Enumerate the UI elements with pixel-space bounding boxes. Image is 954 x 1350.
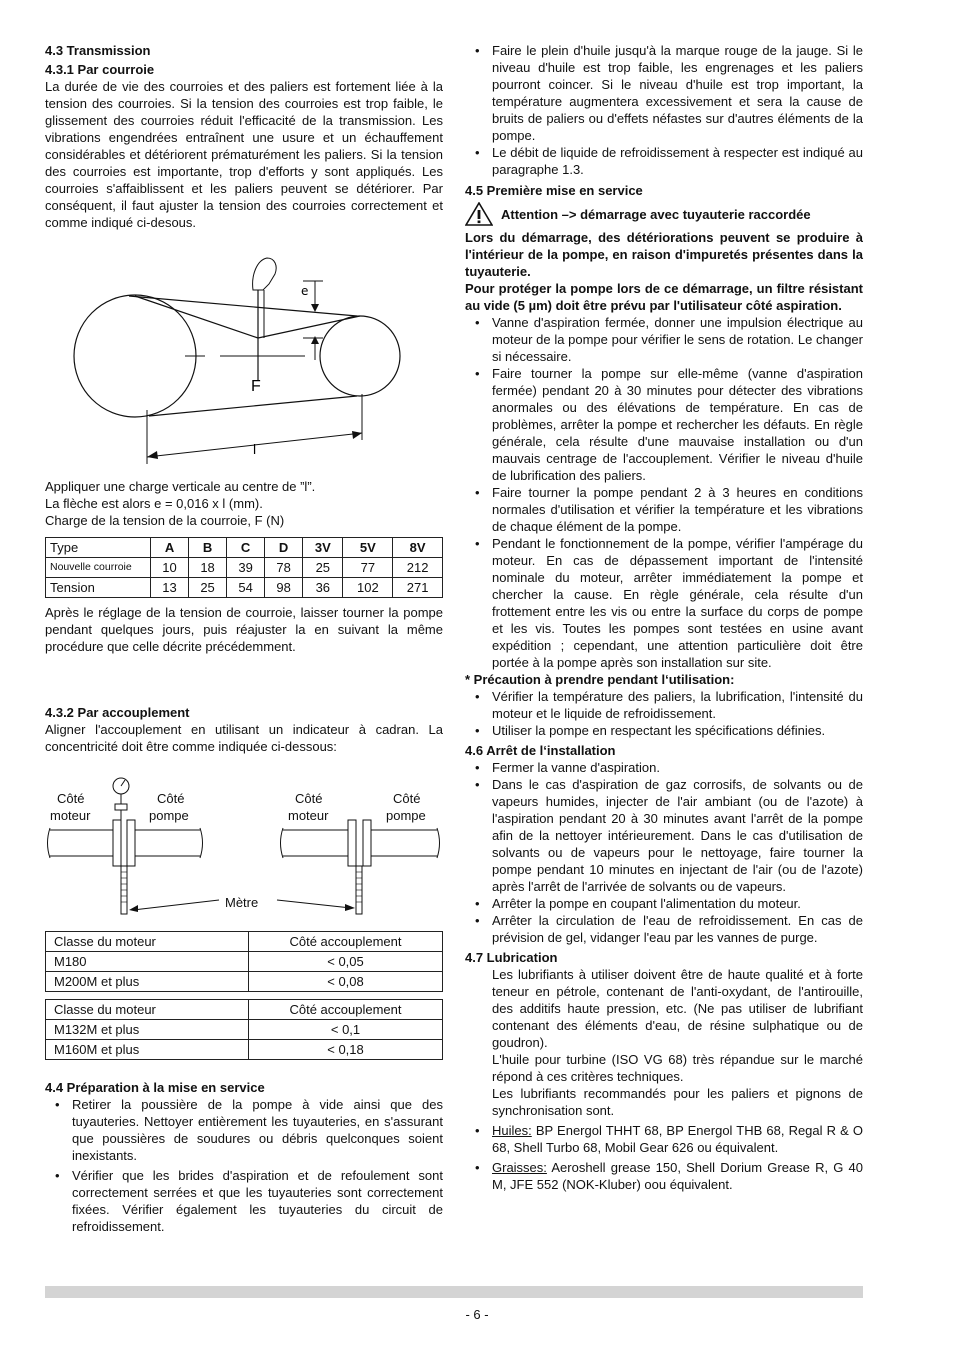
label-cote-moteur-2b: moteur xyxy=(288,808,329,823)
coupling-table-2 xyxy=(45,999,443,1060)
section-title-4-6: 4.6 Arrêt de l‘installation xyxy=(465,743,616,758)
list-item: • Pendant le fonctionnement de la pompe, vérifier l'ampérage du moteur. En cas de dépassement important de l'intensité nominale du moteur, arrêter immédiatement la pompe et chercher la cause. En règle générale, cela résulte d'un frottement entre les vis ou entre la surface du corps de pompe et les vis. Toutes les pompes sont testées en usine avant expédition ; cependant, une attention particulière doit être portée à la pompe après son installation sur site. xyxy=(465,535,863,671)
section-4-4 xyxy=(45,1079,443,1235)
table-cell: Type xyxy=(46,538,151,558)
table-cell: 3V xyxy=(303,538,343,558)
list-item: • Retirer la poussière de la pompe à vide ainsi que des tuyauteries. Nettoyer entièrement les tuyauteries, en s'assurant que poussières de soudures ou débris quelconques soient inexistants. xyxy=(45,1096,443,1164)
table-cell: 39 xyxy=(227,558,265,578)
right-column xyxy=(465,42,863,1193)
table-cell: < 0,08 xyxy=(249,972,443,992)
lubrication-paragraph-2: L'huile pour turbine (ISO VG 68) très répandue sur le marché répond à ces critères techniques. xyxy=(492,1052,863,1084)
coupling-intro-paragraph: Aligner l'accouplement en utilisant un indicateur à cadran. La concentricité doit être comme indiquée ci-dessous: xyxy=(45,722,443,754)
table-cell: 36 xyxy=(303,578,343,598)
table-row xyxy=(46,578,443,598)
table-cell: 271 xyxy=(393,578,443,598)
apply-line-3: Charge de la tension de la courroie, F (N) xyxy=(45,513,285,528)
section-title-4-4: 4.4 Préparation à la mise en service xyxy=(45,1080,265,1095)
table-cell: < 0,1 xyxy=(249,1020,443,1040)
f-label: F xyxy=(251,378,261,395)
label-cote-pompe-2a: Côté xyxy=(393,791,421,806)
table-cell: C xyxy=(227,538,265,558)
belt-instructions xyxy=(45,478,443,529)
label-metre: Mètre xyxy=(225,895,259,910)
table-cell: < 0,18 xyxy=(249,1040,443,1060)
warning-banner xyxy=(465,202,863,226)
list-item: • Faire tourner la pompe pendant 2 à 3 heures en conditions normales d'utilisation et vérifier la température et les vibrations de chaque élément de la pompe. xyxy=(465,484,863,535)
list-item: • Vérifier la température des paliers, la lubrification, l'intensité du moteur et le liquide de refroidissement. xyxy=(465,688,863,722)
e-label: e xyxy=(301,284,309,298)
label-cote-pompe-1a: Côté xyxy=(157,791,185,806)
table-cell: B xyxy=(189,538,227,558)
table-cell: Nouvelle courroie xyxy=(46,558,151,578)
table-cell: M180 xyxy=(46,952,249,972)
table-cell: 212 xyxy=(393,558,443,578)
precaution-list xyxy=(465,688,863,739)
table-cell: M200M et plus xyxy=(46,972,249,992)
belt-tension-table xyxy=(45,537,443,598)
left-column xyxy=(45,42,443,231)
list-item: • Vanne d'aspiration fermée, donner une impulsion électrique au moteur de la pompe pour vérifier le sens de rotation. Le changer si nécessaire. xyxy=(465,314,863,365)
table-cell: 77 xyxy=(343,558,393,578)
section-title-4-3-1: 4.3.1 Par courroie xyxy=(45,62,155,77)
table-cell: 18 xyxy=(189,558,227,578)
apply-line-1: Appliquer une charge verticale au centre de ”l”. xyxy=(45,479,316,494)
table-cell: A xyxy=(151,538,189,558)
list-item-grease xyxy=(465,1159,863,1193)
table-row xyxy=(46,972,443,992)
oils-label: Huiles: xyxy=(492,1123,532,1138)
belt-tension-figure xyxy=(45,250,443,470)
warning-paragraph-2: Pour protéger la pompe lors de ce démarrage, un filtre résistant au vide (5 µm) doit être prévu par l'utilisateur côté aspiration. xyxy=(465,281,863,313)
list-item: • Utiliser la pompe en respectant les spécifications définies. xyxy=(465,722,863,739)
table-cell: Côté accouplement xyxy=(249,1000,443,1020)
section-title-4-7: 4.7 Lubrication xyxy=(465,950,558,965)
table-row xyxy=(46,1040,443,1060)
apply-line-2: La flèche est alors e = 0,016 x l (mm). xyxy=(45,496,263,511)
list-item: • Faire le plein d'huile jusqu'à la marque rouge de la jauge. Si le niveau d'huile est trop faible, les engrenages et les paliers pourront coincer. Si le niveau d'huile est trop important, la température augmentera excessivement et sera la cause de bruits de paliers ou d'effets néfastes sur d'autres éléments de la pompe. xyxy=(465,42,863,144)
table-cell: Classe du moteur xyxy=(46,1000,249,1020)
table-header-row xyxy=(46,1000,443,1020)
coupling-table-1 xyxy=(45,931,443,992)
table-row xyxy=(46,1020,443,1040)
section-title-4-5: 4.5 Première mise en service xyxy=(465,183,643,198)
list-item: • Arrêter la pompe en coupant l'alimentation du moteur. xyxy=(465,895,863,912)
table-cell: 25 xyxy=(303,558,343,578)
list-item: • Dans le cas d'aspiration de gaz corrosifs, de solvants ou de vapeurs humides, injecter de l'air ambiant (ou de l'azote) à l'aspiration pendant 20 à 30 minutes avant l'arrêt de la pompe afin de la nettoyer intérieurement. Dans le cas d'utilisation de solvants ou de vapeurs pour le nettoyage, faire tourner la pompe pendant 10 minutes en injectant de l'air (ou de l'azote) après l'arrêt de l'arrivée de solvants ou de vapeurs. xyxy=(465,776,863,895)
table-header-row xyxy=(46,538,443,558)
table-cell: M132M et plus xyxy=(46,1020,249,1040)
lubricants-list xyxy=(465,1122,863,1193)
first-start-list xyxy=(465,314,863,671)
oils-text: BP Energol THHT 68, BP Energol THB 68, Regal R & O 68, Shell Turbo 68, Mobil Gear 626 ou équivalent. xyxy=(492,1123,863,1155)
list-item: • Arrêter la circulation de l'eau de refroidissement. En cas de prévision de gel, vidanger l'eau par les vannes de purge. xyxy=(465,912,863,946)
grease-text: Aeroshell grease 150, Shell Dorium Grease R, G 40 M, JFE 552 (NOK-Kluber) oou équivalent. xyxy=(492,1160,863,1192)
belt-intro-paragraph: La durée de vie des courroies et des paliers est fortement liée à la tension des courroies. Si la tension des courroies est trop faible, le glissement des courroies réduit l'efficacité de la transmission. Les vibrations engendrées entraînent une usure et un échauffement considérables et détériorent prématurément les paliers. Si la tension des courroies est importante, trop d'efforts y sont appliqués. Les courroies s'affaiblissent et les paliers peuvent se détériorer. Par conséquent, il faut ajuster la tension des courroies correctement et comme indiqué ci-desous. xyxy=(45,79,443,230)
preparation-list-continued xyxy=(465,42,863,178)
table-cell: Classe du moteur xyxy=(46,932,249,952)
table-row xyxy=(46,952,443,972)
lubrication-paragraph-1: Les lubrifiants à utiliser doivent être de haute qualité et à forte teneur en pétrole, contenant de l'anti-oxydant, de l'antirouille, des additifs haute pression, etc. (Ne pas utiliser de lubrifiant contenant des éléments d'eau, de résine sulphatique ou de goudron). xyxy=(492,967,863,1050)
table-cell: 98 xyxy=(265,578,303,598)
label-cote-moteur-1b: moteur xyxy=(50,808,91,823)
label-cote-moteur-1a: Côté xyxy=(57,791,85,806)
table-cell: 54 xyxy=(227,578,265,598)
table-cell: 78 xyxy=(265,558,303,578)
precaution-title: * Précaution à prendre pendant l‘utilisation: xyxy=(465,672,735,687)
table-cell: D xyxy=(265,538,303,558)
coupling-alignment-figure xyxy=(45,772,443,920)
page-number: - 6 - xyxy=(465,1307,489,1322)
shutdown-list xyxy=(465,759,863,946)
coupling-section xyxy=(45,704,443,755)
after-table-paragraph: Après le réglage de la tension de courroie, laisser tourner la pompe pendant quelques jours, puis réajuster la en suivant la même procédure que celle décrite précédemment. xyxy=(45,605,443,654)
list-item: • Le débit de liquide de refroidissement à respecter est indiqué au paragraphe 1.3. xyxy=(465,144,863,178)
list-item: • Vérifier que les brides d'aspiration et de refoulement sont correctement serrées et que les tuyauteries sont correctement fixées. Vérifier également les tuyauteries du circuit de refroidissement. xyxy=(45,1167,443,1235)
lubrication-paragraph-3: Les lubrifiants recommandés pour les paliers et pignons de synchronisation sont. xyxy=(492,1086,863,1118)
label-cote-pompe-1b: pompe xyxy=(149,808,189,823)
table-header-row xyxy=(46,932,443,952)
grease-label: Graisses: xyxy=(492,1160,547,1175)
list-item-oils xyxy=(465,1122,863,1156)
table-cell: 8V xyxy=(393,538,443,558)
table-cell: Tension xyxy=(46,578,151,598)
table-cell: M160M et plus xyxy=(46,1040,249,1060)
table-row xyxy=(46,558,443,578)
table-cell: < 0,05 xyxy=(249,952,443,972)
list-item: • Faire tourner la pompe sur elle-même (vanne d'aspiration fermée) pendant 20 à 30 minutes pour détecter des vibrations anormales ou des élévations de température. En cas de problèmes, arrêter la pompe et rechercher les défauts. En règle générale, cela résulte d'une mauvaise installation ou d'un mauvais centrage de l'accouplement. Vérifier le niveau d'huile de lubrification des paliers. xyxy=(465,365,863,484)
label-cote-pompe-2b: pompe xyxy=(386,808,426,823)
table-cell: 25 xyxy=(189,578,227,598)
section-title-4-3-2: 4.3.2 Par accouplement xyxy=(45,705,190,720)
warning-paragraph-1: Lors du démarrage, des détériorations peuvent se produire à l'intérieur de la pompe, en raison d'impuretés présentes dans la tuyauterie. xyxy=(465,230,863,279)
warning-triangle-icon xyxy=(465,202,493,226)
label-cote-moteur-2a: Côté xyxy=(295,791,323,806)
table-cell: 5V xyxy=(343,538,393,558)
warning-text: Attention –> démarrage avec tuyauterie raccordée xyxy=(501,206,811,222)
footer-bar xyxy=(45,1286,863,1298)
section-title-4-3: 4.3 Transmission xyxy=(45,43,151,58)
table-cell: 13 xyxy=(151,578,189,598)
list-item: • Fermer la vanne d'aspiration. xyxy=(465,759,863,776)
preparation-list xyxy=(45,1096,443,1235)
table-cell: 102 xyxy=(343,578,393,598)
table-cell: 10 xyxy=(151,558,189,578)
table-cell: Côté accouplement xyxy=(249,932,443,952)
l-label: l xyxy=(253,441,257,457)
